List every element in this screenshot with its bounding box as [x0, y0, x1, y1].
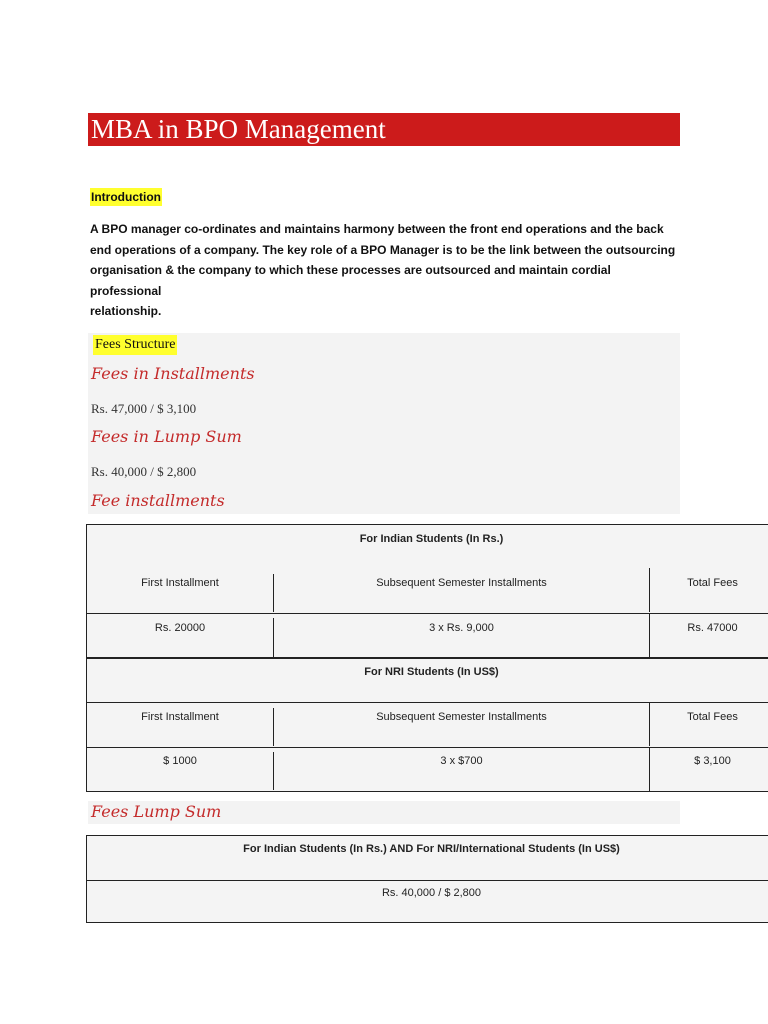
row-divider — [87, 613, 768, 614]
page-title: MBA in BPO Management — [91, 114, 386, 144]
table-cell: 3 x Rs. 9,000 — [429, 622, 494, 634]
intro-line: organisation & the company to which these processes are outsourced and maintain cordial professional — [90, 263, 611, 298]
table-cell: Rs. 47000 — [687, 622, 738, 634]
table-cell: 3 x $700 — [440, 755, 483, 767]
fees-structure-label: Fees Structure — [93, 335, 177, 355]
fees-in-installments-heading: Fees in Installments — [91, 364, 255, 383]
installment-table — [86, 524, 768, 792]
lump-sum-title: For Indian Students (In Rs.) AND For NRI/International Students (In US$) — [243, 843, 620, 855]
lump-sum-value: Rs. 40,000 / $ 2,800 — [381, 887, 482, 899]
intro-line: A BPO manager co-ordinates and maintains harmony between the front end operations and the back — [90, 222, 664, 236]
column-header: Subsequent Semester Installments — [376, 711, 547, 723]
lump-sum-table — [86, 835, 768, 923]
introduction-paragraph — [90, 219, 680, 322]
table-cell: $ 3,100 — [694, 755, 731, 767]
fee-installments-heading: Fee installments — [91, 491, 225, 510]
introduction-label: Introduction — [91, 190, 161, 204]
row-divider — [87, 747, 768, 748]
lump-sum-price: Rs. 40,000 / $ 2,800 — [91, 464, 197, 479]
nri-students-title: For NRI Students (In US$) — [364, 666, 499, 678]
fees-in-lump-sum-heading: Fees in Lump Sum — [91, 427, 242, 446]
indian-students-title: For Indian Students (In Rs.) — [359, 533, 504, 545]
column-header: Total Fees — [687, 577, 738, 589]
column-header: Total Fees — [687, 711, 738, 723]
table-cell: $ 1000 — [163, 755, 197, 767]
table-cell: Rs. 20000 — [154, 622, 206, 634]
row-divider — [87, 702, 768, 703]
page-title-banner — [88, 113, 680, 146]
column-header: First Installment — [141, 711, 219, 723]
fees-structure-panel — [88, 333, 680, 514]
fees-lump-sum-heading: Fees Lump Sum — [91, 802, 222, 821]
section-divider — [87, 657, 768, 659]
column-header: First Installment — [141, 577, 219, 589]
column-header: Subsequent Semester Installments — [376, 577, 547, 589]
intro-line: relationship. — [90, 304, 162, 318]
installments-price: Rs. 47,000 / $ 3,100 — [91, 401, 197, 416]
row-divider — [87, 880, 768, 881]
intro-line: end operations of a company. The key role of a BPO Manager is to be the link between the outsourcing — [90, 242, 676, 257]
